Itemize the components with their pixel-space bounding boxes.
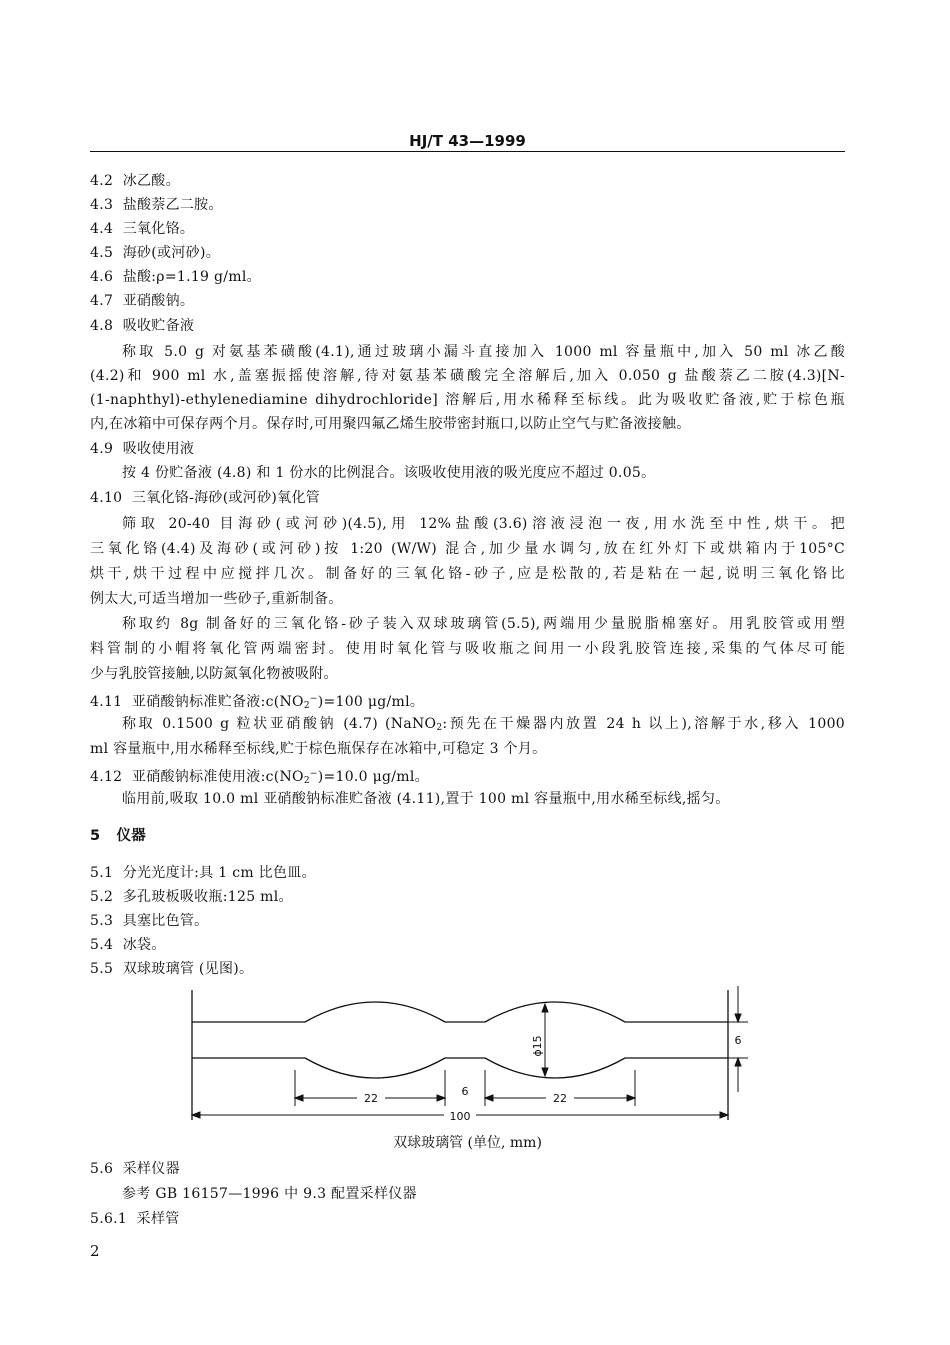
dim-label-6-mid: 6 xyxy=(461,1085,469,1098)
item-number: 4.12 xyxy=(90,769,123,785)
section-5-heading xyxy=(90,825,845,847)
item-number: 5.3 xyxy=(90,913,114,929)
item-text: 分光光度计:具 1 cm 比色皿。 xyxy=(122,865,316,881)
header-rule xyxy=(90,151,845,152)
item-title: 采样管 xyxy=(136,1211,180,1227)
item-number: 5.5 xyxy=(90,961,114,977)
item-number: 4.9 xyxy=(90,441,114,457)
item-4-10-title xyxy=(90,487,845,509)
item-text: 盐酸萘乙二胺。 xyxy=(122,197,223,213)
paragraph-line: 烘干,烘干过程中应搅拌几次。制备好的三氧化铬-砂子,应是松散的,若是粘在一起,说明三氧化铬比 xyxy=(90,566,845,582)
item-5-2 xyxy=(90,886,845,908)
paragraph-line: 内,在冰箱中可保存两个月。保存时,可用聚四氟乙烯生胶带密封瓶口,以防止空气与贮备液接触。 xyxy=(90,416,691,432)
item-number: 4.11 xyxy=(90,694,123,710)
item-text: 亚硝酸钠。 xyxy=(122,293,195,309)
paragraph-line: 三氧化铬(4.4)及海砂(或河砂)按 1:20 (W/W) 混合,加少量水调匀,放在红外灯下或烘箱内于105°C xyxy=(90,541,845,557)
item-text: 盐酸:ρ=1.19 g/ml。 xyxy=(122,269,261,285)
dim-label-phi15: ϕ15 xyxy=(531,1035,544,1057)
dim-label-6-right: 6 xyxy=(734,1034,742,1047)
item-number: 4.5 xyxy=(90,245,114,261)
item-text: 冰乙酸。 xyxy=(122,173,180,189)
arrow-left-icon xyxy=(485,1095,493,1101)
dim-label-22-right: 22 xyxy=(553,1092,567,1105)
section-title: 仪器 xyxy=(116,828,147,844)
paragraph-line: (1-naphthyl)-ethylenediamine dihydrochloride] 溶解后,用水稀释至标线。此为吸收贮备液,贮于棕色瓶 xyxy=(90,392,845,408)
item-number: 5.6 xyxy=(90,1161,114,1177)
item-title: 吸收使用液 xyxy=(122,441,195,457)
item-title: 亚硝酸钠标准使用液$:c(NO_2^-)=10.0$ μg/ml。 xyxy=(131,769,429,786)
item-4-5 xyxy=(90,242,845,264)
item-number: 4.10 xyxy=(90,490,123,506)
arrow-up-icon xyxy=(542,1004,548,1012)
paragraph-line: 临用前,吸取 10.0 ml 亚硝酸钠标准贮备液 (4.11),置于 100 ml 容量瓶中,用水稀至标线,摇匀。 xyxy=(122,791,730,807)
paragraph-line: ml 容量瓶中,用水稀释至标线,贮于棕色瓶保存在冰箱中,可稳定 3 个月。 xyxy=(90,741,547,757)
item-text: 三氧化铬。 xyxy=(122,221,195,237)
section-number: 5 xyxy=(90,828,101,844)
paragraph-line: 少与乳胶管接触,以防氮氧化物被吸附。 xyxy=(90,666,338,682)
item-4-7 xyxy=(90,290,845,312)
item-number: 5.6.1 xyxy=(90,1211,128,1227)
paragraph-line: 筛取 20-40 目海砂(或河砂)(4.5),用 12%盐酸(3.6)溶液浸泡一夜,用水洗至中性,烘干。把 xyxy=(122,516,845,532)
item-title: 采样仪器 xyxy=(122,1161,180,1177)
item-text: 具塞比色管。 xyxy=(122,913,209,929)
figure-caption: 双球玻璃管 (单位, mm) xyxy=(393,1135,542,1151)
item-title: 三氧化铬-海砂(或河砂)氧化管 xyxy=(131,490,321,506)
arrow-right-icon xyxy=(627,1095,635,1101)
item-4-6 xyxy=(90,266,845,288)
item-number: 5.2 xyxy=(90,889,114,905)
item-4-3 xyxy=(90,194,845,216)
item-5-6-1-title xyxy=(90,1208,845,1230)
paragraph-line: 称取约 8g 制备好的三氧化铬-砂子装入双球玻璃管(5.5),两端用少量脱脂棉塞好。用乳胶管或用塑 xyxy=(122,616,845,632)
item-title: 亚硝酸钠标准贮备液$:c(NO_2^-)=100$ μg/ml。 xyxy=(131,694,425,711)
item-4-9-title xyxy=(90,438,845,460)
item-text: 双球玻璃管 (见图)。 xyxy=(122,961,254,977)
paragraph-line: 料管制的小帽将氧化管两端密封。使用时氧化管与吸收瓶之间用一小段乳胶管连接,采集的气体尽可能 xyxy=(90,641,845,657)
dim-label-22-left: 22 xyxy=(364,1092,378,1105)
item-number: 4.3 xyxy=(90,197,114,213)
item-5-1 xyxy=(90,862,845,884)
arrow-left-icon xyxy=(295,1095,303,1101)
item-number: 5.1 xyxy=(90,865,114,881)
item-number: 4.6 xyxy=(90,269,114,285)
arrow-up-icon xyxy=(735,1058,741,1066)
item-number: 4.8 xyxy=(90,318,114,334)
arrow-right-icon xyxy=(437,1095,445,1101)
page-number: 2 xyxy=(90,1242,100,1260)
paragraph-line: 参考 GB 16157—1996 中 9.3 配置采样仪器 xyxy=(122,1186,417,1202)
dim-label-100: 100 xyxy=(449,1110,471,1123)
item-4-4 xyxy=(90,218,845,240)
paragraph-line: 按 4 份贮备液 (4.8) 和 1 份水的比例混合。该吸收使用液的吸光度应不超过 0.05。 xyxy=(122,465,656,481)
arrow-down-icon xyxy=(542,1068,548,1076)
item-text: 冰袋。 xyxy=(122,937,166,953)
item-4-8-title xyxy=(90,315,845,337)
paragraph-line: 称取 0.1500 g 粒状亚硝酸钠 (4.7) (NaNO$_2$:预先在干燥器内放置 24 h 以上),溶解于水,移入 1000 xyxy=(122,716,845,733)
item-5-4 xyxy=(90,934,845,956)
item-5-6-title xyxy=(90,1158,845,1180)
item-number: 4.7 xyxy=(90,293,114,309)
item-4-2 xyxy=(90,170,845,192)
item-number: 4.2 xyxy=(90,173,114,189)
item-5-3 xyxy=(90,910,845,932)
tube-bottom-outline xyxy=(192,1058,728,1078)
paragraph-line: 称取 5.0 g 对氨基苯磺酸(4.1),通过玻璃小漏斗直接加入 1000 ml 容量瓶中,加入 50 ml 冰乙酸 xyxy=(122,344,845,360)
arrow-right-icon xyxy=(720,1112,728,1118)
item-text: 海砂(或河砂)。 xyxy=(122,245,221,261)
standard-code-header: HJ/T 43—1999 xyxy=(409,132,526,150)
item-number: 4.4 xyxy=(90,221,114,237)
paragraph-line: (4.2)和 900 ml 水,盖塞振摇使溶解,待对氨基苯磺酸完全溶解后,加入 0.050 g 盐酸萘乙二胺(4.3)[N- xyxy=(90,368,845,384)
double-bulb-tube-figure xyxy=(180,980,760,1130)
item-5-5 xyxy=(90,958,845,980)
item-number: 5.4 xyxy=(90,937,114,953)
item-text: 多孔玻板吸收瓶:125 ml。 xyxy=(122,889,293,905)
arrow-left-icon xyxy=(192,1112,200,1118)
arrow-down-icon xyxy=(735,1014,741,1022)
tube-top-outline xyxy=(192,1002,728,1022)
item-title: 吸收贮备液 xyxy=(122,318,195,334)
paragraph-line: 例太大,可适当增加一些砂子,重新制备。 xyxy=(90,591,343,607)
